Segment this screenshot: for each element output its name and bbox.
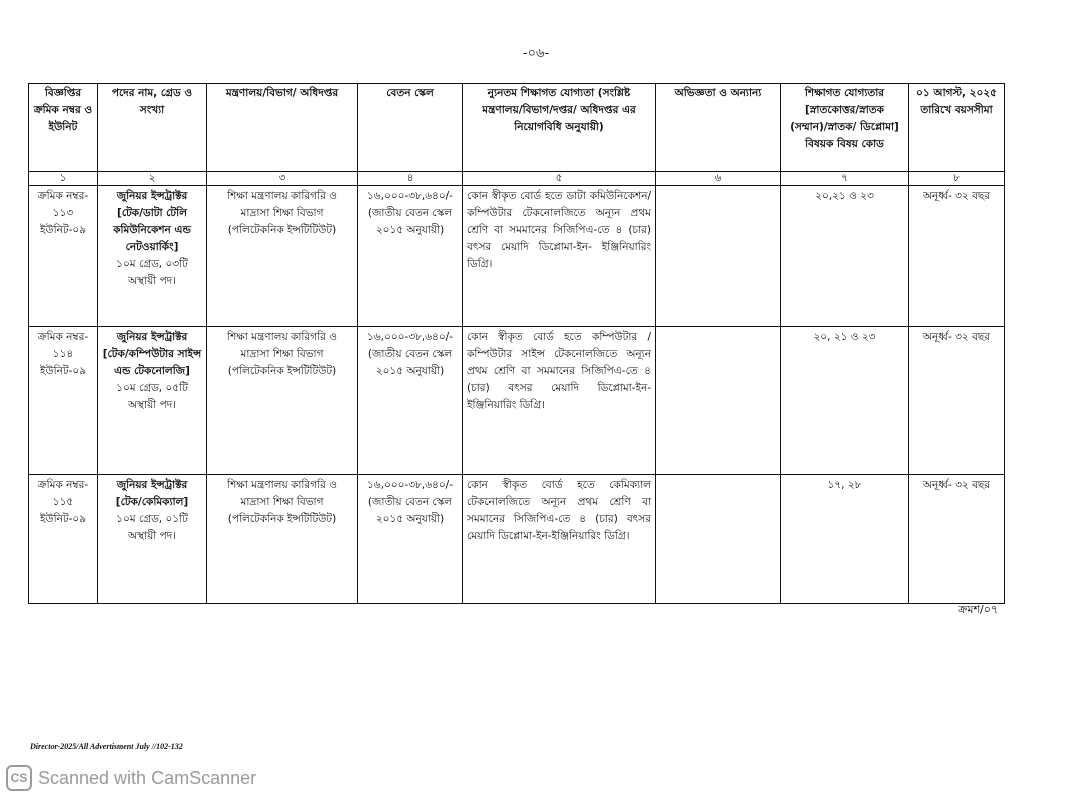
post-grade: ১০ম গ্রেড, ০৩টি অস্থায়ী পদ। (116, 258, 188, 287)
post-grade: ১০ম গ্রেড, ০১টি অস্থায়ী পদ। (116, 513, 188, 542)
ministry-cell: শিক্ষা মন্ত্রণালয় কারিগরি ও মাদ্রাসা শিক্ষা বিভাগ (পলিটেকনিক ইন্সটিটিউট) (207, 475, 358, 604)
column-number: ৫ (463, 172, 656, 186)
continued-note: ক্রমশ/০৭ (958, 603, 998, 616)
pay-scale-cell: ১৬,০০০-৩৮,৬৪০/- (জাতীয় বেতন স্কেল ২০১৫ অনুযায়ী) (358, 475, 463, 604)
experience-cell (656, 327, 781, 475)
post-cell (98, 475, 207, 604)
header-row (29, 84, 1005, 172)
subject-code-cell: ১৭, ২৮ (781, 475, 909, 604)
experience-cell (656, 186, 781, 327)
ministry-cell: শিক্ষা মন্ত্রণালয় কারিগরি ও মাদ্রাসা শিক্ষা বিভাগ (পলিটেকনিক ইন্সটিটিউট) (207, 186, 358, 327)
qualification-cell: কোন স্বীকৃত বোর্ড হতে ডাটা কমিউনিকেশন/ কম্পিউটার টেকনোলজিতে অন্যূন প্রথম শ্রেণি বা সমমানের সিজিপিএ-তে ৪ (চার) বৎসর মেয়াদি ডিপ্লোমা-ইন- ইঞ্জিনিয়ারিং ডিগ্রি। (463, 186, 656, 327)
experience-cell (656, 475, 781, 604)
post-grade: ১০ম গ্রেড, ০৫টি অস্থায়ী পদ। (116, 382, 188, 411)
table-row (29, 186, 1005, 327)
table-row (29, 327, 1005, 475)
camscanner-watermark (6, 764, 256, 792)
pay-scale-cell: ১৬,০০০-৩৮,৬৪০/- (জাতীয় বেতন স্কেল ২০১৫ অনুযায়ী) (358, 186, 463, 327)
page-number: -০৬- (522, 46, 550, 61)
age-limit-cell: অনূর্ধ্ব- ৩২ বছর (909, 475, 1005, 604)
column-number: ১ (29, 172, 98, 186)
age-limit-cell: অনূর্ধ্ব- ৩২ বছর (909, 327, 1005, 475)
serial-cell: ক্রমিক নম্বর- ১১৩ ইউনিট-০৯ (29, 186, 98, 327)
subject-code-cell: ২০, ২১ ও ২৩ (781, 327, 909, 475)
table-row (29, 475, 1005, 604)
serial-cell: ক্রমিক নম্বর- ১১৪ ইউনিট-০৯ (29, 327, 98, 475)
column-number: ৭ (781, 172, 909, 186)
header-serial: বিজ্ঞপ্তির ক্রমিক নম্বর ও ইউনিট (29, 84, 98, 172)
footer-reference: Director-2025/All Advertisment July //102-132 (30, 742, 183, 751)
serial-cell: ক্রমিক নম্বর- ১১৫ ইউনিট-০৯ (29, 475, 98, 604)
header-post: পদের নাম, গ্রেড ও সংখ্যা (98, 84, 207, 172)
post-cell (98, 186, 207, 327)
post-cell (98, 327, 207, 475)
header-age-limit: ০১ আগস্ট, ২০২৫ তারিখে বয়সসীমা (909, 84, 1005, 172)
age-limit-cell: অনূর্ধ্ব- ৩২ বছর (909, 186, 1005, 327)
header-qualification: ন্যুনতম শিক্ষাগত যোগ্যতা (সংশ্লিষ্ট মন্ত্রণালয়/বিভাগ/দপ্তর/ অধিদপ্তর এর নিয়োগবিধি অনুযায়ী) (463, 84, 656, 172)
post-title: জুনিয়র ইন্সট্রাক্টর [টেক/কম্পিউটার সাইন্স এন্ড টেকনোলজি] (102, 331, 202, 377)
column-number: ৮ (909, 172, 1005, 186)
subject-code-cell: ২০,২১ ও ২৩ (781, 186, 909, 327)
camscanner-logo-icon: CS (6, 765, 32, 791)
column-number: ৪ (358, 172, 463, 186)
column-number: ২ (98, 172, 207, 186)
pay-scale-cell: ১৬,০০০-৩৮,৬৪০/- (জাতীয় বেতন স্কেল ২০১৫ অনুযায়ী) (358, 327, 463, 475)
watermark-text: Scanned with CamScanner (38, 767, 257, 788)
header-pay-scale: বেতন স্কেল (358, 84, 463, 172)
recruitment-table (28, 83, 1005, 604)
header-subject-code: শিক্ষাগত যোগ্যতার [স্নাতকোত্তর/স্নাতক (সম্মান)/স্নাতক/ ডিপ্লোমা] বিষয়ক বিষয় কোড (781, 84, 909, 172)
column-number: ৬ (656, 172, 781, 186)
column-number-row (29, 172, 1005, 186)
post-title: জুনিয়র ইন্সট্রাক্টর [টেক/কেমিক্যাল] (115, 479, 189, 508)
qualification-cell: কোন স্বীকৃত বোর্ড হতে কম্পিউটার /কম্পিউটার সাইন্স টেকনোলজিতে অন্যূন প্রথম শ্রেণি বা সমমানের সিজিপিএ-তে ৪ (চার) বৎসর মেয়াদি ডিপ্লোমা-ইন- ইঞ্জিনিয়ারিং ডিগ্রি। (463, 327, 656, 475)
ministry-cell: শিক্ষা মন্ত্রণালয় কারিগরি ও মাদ্রাসা শিক্ষা বিভাগ (পলিটেকনিক ইন্সটিটিউট) (207, 327, 358, 475)
header-experience: অভিজ্ঞতা ও অন্যান্য (656, 84, 781, 172)
qualification-cell: কোন স্বীকৃত বোর্ড হতে কেমিক্যাল টেকনোলজিতে অন্যূন প্রথম শ্রেণি বা সমমানের সিজিপিএ-তে ৪ (চার) বৎসর মেয়াদি ডিপ্লোমা-ইন-ইঞ্জিনিয়ারিং ডিগ্রি। (463, 475, 656, 604)
header-ministry: মন্ত্রণালয়/বিভাগ/ অধিদপ্তর (207, 84, 358, 172)
column-number: ৩ (207, 172, 358, 186)
post-title: জুনিয়র ইন্সট্রাক্টর [টেক/ডাটা টেলি কমিউনিকেশন এন্ড নেটওয়ার্কিং] (113, 190, 191, 253)
